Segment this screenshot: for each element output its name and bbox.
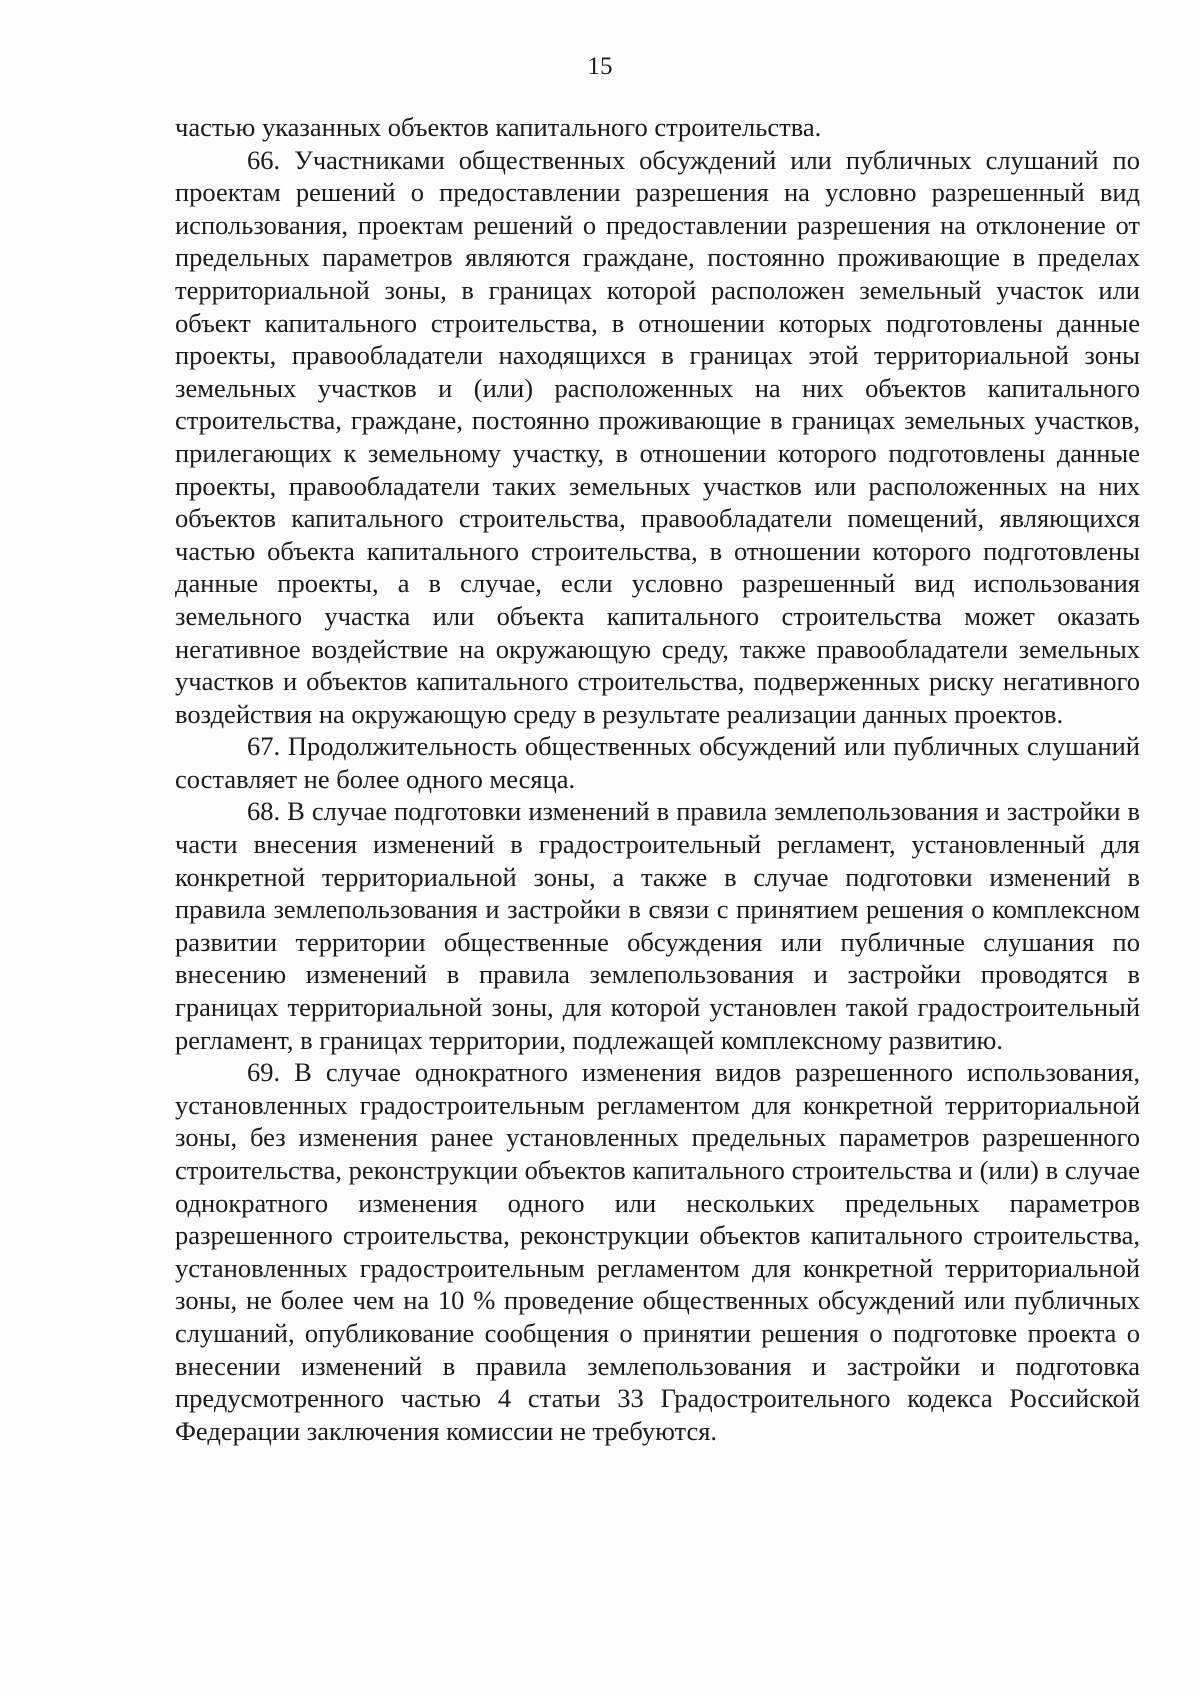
- paragraph-69: 69. В случае однократного изменения видов разрешенного использования, установленных градостроительным регламентом для конкретной территориальной зоны, без изменения ранее установленных предельных параметров разрешенного строительства, реконструкции объектов капитального строительства и (или) в случае однократного изменения одного или нескольких предельных параметров разрешенного строительства, реконструкции объектов капитального строительства, установленных градостроительным регламентом для конкретной территориальной зоны, не более чем на 10 % проведение общественных обсуждений или публичных слушаний, опубликование сообщения о принятии решения о подготовке проекта о внесении изменений в правила землепользования и застройки и подготовка предусмотренного частью 4 статьи 33 Градостроительного кодекса Российской Федерации заключения комиссии не требуются.: [175, 1057, 1140, 1446]
- paragraph-continuation: частью указанных объектов капитального строительства.: [175, 112, 822, 142]
- page-number: 15: [587, 53, 613, 80]
- paragraph-66: 66. Участниками общественных обсуждений или публичных слушаний по проектам решений о предоставлении разрешения на условно разрешенный вид использования, проектам решений о предоставлении разрешения на отклонение от предельных параметров являются граждане, постоянно проживающие в пределах территориальной зоны, в границах которой расположен земельный участок или объект капитального строительства, в отношении которых подготовлены данные проекты, правообладатели находящихся в границах этой территориальной зоны земельных участков и (или) расположенных на них объектов капитального строительства, граждане, постоянно проживающие в границах земельных участков, прилегающих к земельному участку, в отношении которого подготовлены данные проекты, правообладатели таких земельных участков или расположенных на них объектов капитального строительства, правообладатели помещений, являющихся частью объекта капитального строительства, в отношении которого подготовлены данные проекты, а в случае, если условно разрешенный вид использования земельного участка или объекта капитального строительства может оказать негативное воздействие на окружающую среду, также правообладатели земельных участков и объектов капитального строительства, подверженных риску негативного воздействия на окружающую среду в результате реализации данных проектов.: [175, 144, 1140, 729]
- paragraph-68: 68. В случае подготовки изменений в правила землепользования и застройки в части внесения изменений в градостроительный регламент, установленный для конкретной территориальной зоны, а также в случае подготовки изменений в правила землепользования и застройки в связи с принятием решения о комплексном развитии территории общественные обсуждения или публичные слушания по внесению изменений в правила землепользования и застройки проводятся в границах территориальной зоны, для которой установлен такой градостроительный регламент, в границах территории, подлежащей комплексному развитию.: [175, 796, 1140, 1055]
- paragraph-67: 67. Продолжительность общественных обсуждений или публичных слушаний составляет не более одного месяца.: [175, 731, 1140, 794]
- document-body: [175, 111, 1140, 1447]
